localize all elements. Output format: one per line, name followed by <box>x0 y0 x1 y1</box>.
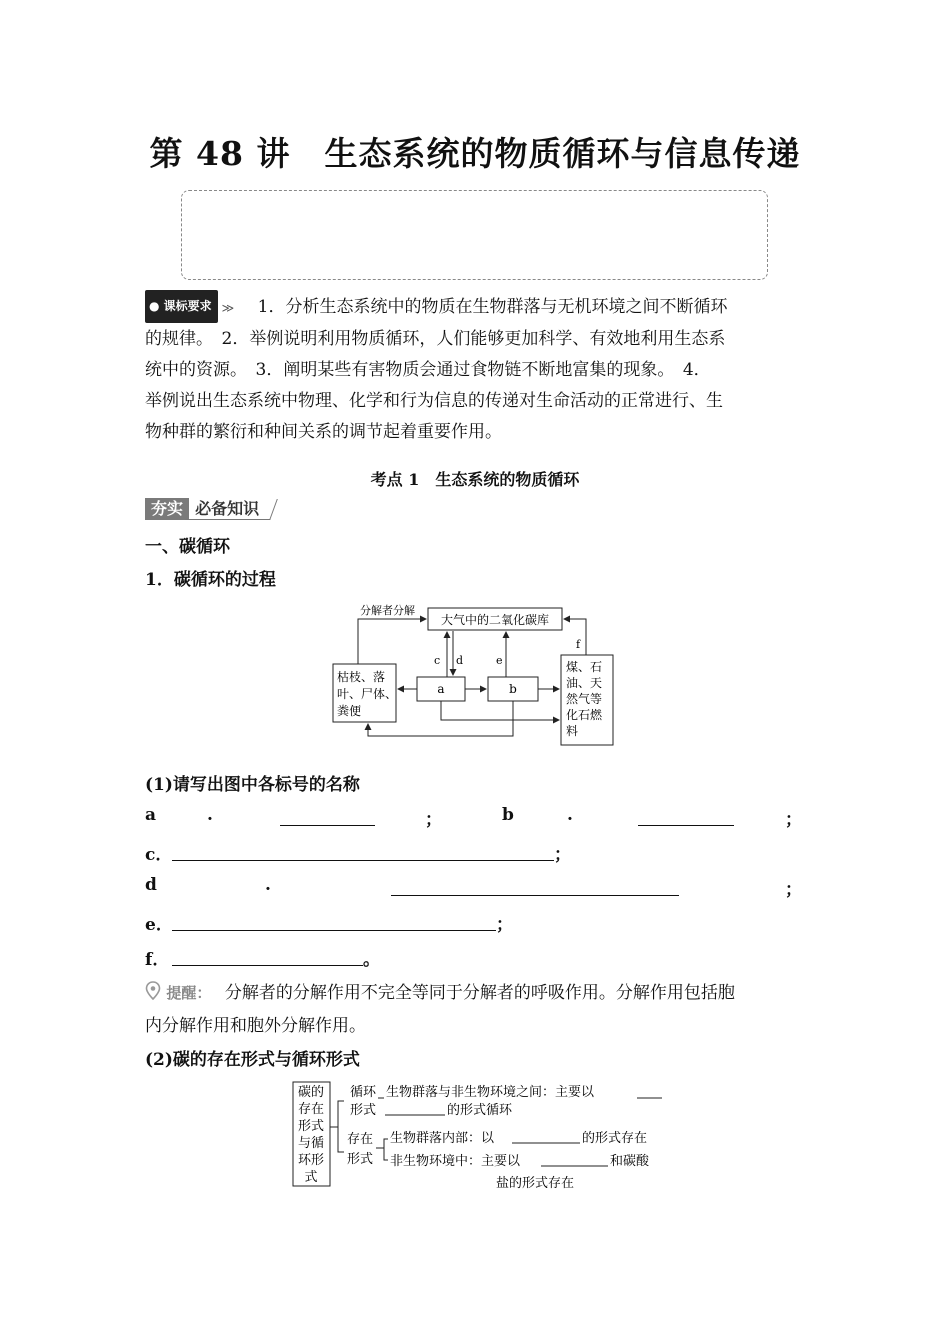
svg-text:形式: 形式 <box>347 1152 374 1167</box>
svg-text:式: 式 <box>304 1170 318 1185</box>
svg-text:存在: 存在 <box>297 1102 325 1117</box>
fill-row-f: f． 。 <box>145 945 805 969</box>
svg-text:盐的形式存在: 盐的形式存在 <box>496 1176 575 1191</box>
svg-text:和碳酸: 和碳酸 <box>610 1154 650 1169</box>
heading-carbon-cycle: 一、碳循环 <box>145 537 230 557</box>
kaodian-title: 考点 1 生态系统的物质循环 <box>370 470 580 489</box>
answer-d-blank[interactable] <box>391 877 679 896</box>
svg-text:形式: 形式 <box>350 1103 377 1118</box>
location-pin-icon <box>145 981 161 1001</box>
decomposer-label: 分解者分解 <box>360 604 415 617</box>
svg-text:粪便: 粪便 <box>337 704 362 718</box>
requirements-line-3: 统中的资源。 3．阐明某些有害物质会通过食物链不断地富集的现象。 4． <box>145 360 711 380</box>
reminder-note: 提醒： 分解者的分解作用不完全等同于分解者的呼吸作用。分解作用包括胞 内分解作用和胞外分解作用。 <box>145 983 735 1036</box>
page-title: 第 48 讲 生态系统的物质循环与信息传递 <box>149 134 801 173</box>
requirements-line-2: 的规律。 2．举例说明利用物质循环，人们能够更加科学、有效地利用生态系 <box>145 329 726 349</box>
svg-text:与循: 与循 <box>297 1136 325 1151</box>
label-e: e <box>496 654 503 667</box>
requirements-badge: ● 课标要求 <box>145 290 218 323</box>
carbon-cycle-diagram <box>330 598 620 753</box>
carbon-forms-diagram <box>290 1080 670 1195</box>
label-f: f <box>576 638 581 651</box>
fill-row-d: d . ； <box>145 875 802 900</box>
fill-row-ab: a . ； b . ； <box>145 805 802 830</box>
svg-text:油、天: 油、天 <box>566 676 603 690</box>
requirements-line-5: 物种群的繁衍和种间关系的调节起着重要作用。 <box>145 422 502 442</box>
svg-text:存在: 存在 <box>347 1132 374 1147</box>
svg-text:生物群落内部：以: 生物群落内部：以 <box>390 1131 495 1146</box>
question-1: (1)请写出图中各标号的名称 <box>145 775 360 795</box>
answer-f-blank[interactable] <box>172 947 363 966</box>
question-2: (2)碳的存在形式与循环形式 <box>145 1050 360 1070</box>
label-c: c <box>434 654 441 667</box>
svg-text:形式: 形式 <box>297 1119 325 1134</box>
svg-text:枯枝、落: 枯枝、落 <box>337 670 386 684</box>
answer-b-blank[interactable] <box>638 807 734 826</box>
svg-text:叶、尸体、: 叶、尸体、 <box>337 687 398 701</box>
answer-a-blank[interactable] <box>280 807 375 826</box>
svg-text:生物群落与非生物环境之间：主要以: 生物群落与非生物环境之间：主要以 <box>386 1085 595 1100</box>
svg-text:化石燃: 化石燃 <box>566 708 603 722</box>
dashed-placeholder-box <box>181 190 768 280</box>
svg-text:的形式循环: 的形式循环 <box>447 1103 513 1118</box>
answer-c-blank[interactable] <box>172 842 554 861</box>
section-tag-right: 必备知识 <box>185 499 278 520</box>
reminder-label: 提醒： <box>166 984 212 1002</box>
node-a-label: a <box>437 682 445 696</box>
fill-row-c: c． ； <box>145 840 805 864</box>
svg-text:的形式存在: 的形式存在 <box>582 1131 648 1146</box>
svg-text:煤、石: 煤、石 <box>566 660 603 674</box>
requirements-line-1: ● 课标要求 ≫ 1．分析生态系统中的物质在生物群落与无机环境之间不断循环 <box>145 290 810 324</box>
label-d: d <box>456 654 464 667</box>
heading-cycle-process: 1．碳循环的过程 <box>145 570 276 590</box>
requirements-paragraph <box>145 290 810 448</box>
answer-e-blank[interactable] <box>172 912 496 931</box>
section-tag-left: 夯实 <box>145 498 189 520</box>
requirements-line-4: 举例说出生态系统中物理、化学和行为信息的传递对生命活动的正常进行、生 <box>145 391 723 411</box>
atmosphere-label: 大气中的二氧化碳库 <box>440 613 550 627</box>
node-b-label: b <box>509 682 517 696</box>
svg-text:碳的: 碳的 <box>297 1085 325 1100</box>
svg-text:环形: 环形 <box>297 1153 325 1168</box>
fill-row-e: e． ； <box>145 910 805 934</box>
svg-text:非生物环境中：主要以: 非生物环境中：主要以 <box>390 1154 521 1169</box>
svg-text:料: 料 <box>566 724 579 738</box>
section-tag <box>145 498 274 520</box>
svg-text:循环: 循环 <box>350 1085 377 1100</box>
svg-text:然气等: 然气等 <box>566 692 603 706</box>
chevron-right-icon: ≫ <box>221 301 235 315</box>
